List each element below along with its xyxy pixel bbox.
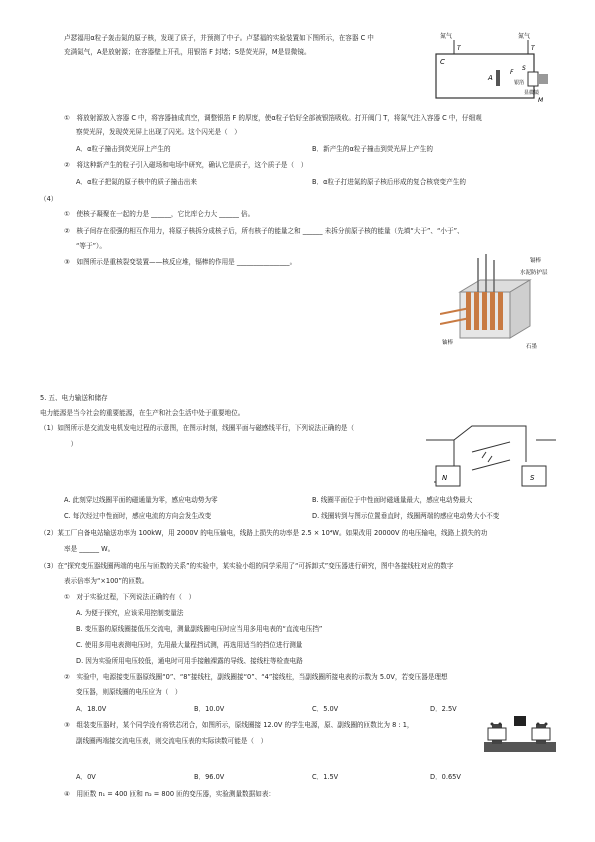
s4-q3: ③ 如图所示是重核裂变装置——核反应堆，镉棒的作用是 ________________。 <box>64 258 297 266</box>
ac-generator-figure <box>426 422 561 494</box>
c2-option-c: C．5.0V <box>312 705 339 713</box>
microscope-m: M <box>538 97 544 104</box>
c3-line-2: 副线圈两端接交流电压表，则交流电压表的实际读数可能是（ ） <box>76 737 268 745</box>
q2-option-a: A．α粒子把氮的原子核中的质子撞击出来 <box>76 178 197 186</box>
c1-option-a: A. 为便于探究，应该采用控制变量法 <box>76 609 184 617</box>
p5-q1-option-c: C. 每次经过中性面时，感应电流的方向会发生改变 <box>64 512 212 520</box>
q1-line-1: ① 将放射源放入容器 C 中，将容器抽成真空，调整银箔 F 的厚度，使α粒子恰好全部被银箔吸收。打开阀门 T，将氮气注入容器 C 中，仔细观 <box>64 114 482 122</box>
rutherford-apparatus-figure <box>430 30 550 105</box>
source-a: A <box>488 74 493 82</box>
cadmium-rod-label: 镉棒 <box>530 258 542 264</box>
c4-stem: ④ 用匝数 n₁ = 400 匝和 n₂ = 800 匝的变压器，实验测量数据如表： <box>64 790 276 798</box>
c2-line-1: ② 实验中，电源接变压器原线圈“0”、“8”接线柱，副线圈接“0”、“4”接线柱，当副线圈所接电表的示数为 5.0V，若变压器是理想 <box>64 673 448 681</box>
nuclear-reactor-figure <box>440 252 560 352</box>
microscope-label: 显微镜 <box>524 90 540 96</box>
s4-q2-line-1: ② 核子间存在很强的相互作用力，将原子核拆分成核子后，所有核子的能量之和 ______ 未拆分前原子核的能量（先填“大于”、“小于”、 <box>64 227 464 235</box>
section-5-intro: 电力能源是当今社会的重要能源，在生产和社会生活中处于重要地位。 <box>40 409 245 417</box>
c3-line-1: ③ 组装变压器时，某个同学没有将铁芯闭合，如图所示，原线圈接 12.0V 的学生电源，原、副线圈的匝数比为 8 : 1， <box>64 721 414 729</box>
p5-q3-line-2: 表示倍率为“×100”的匝数。 <box>64 577 149 585</box>
container-c: C <box>440 58 445 66</box>
c3-option-b: B．96.0V <box>194 773 225 781</box>
c1-option-c: C. 使用多用电表测电压时，先用最大量程挡试测，再选用适当的挡位进行测量 <box>76 641 303 649</box>
p5-q3-line-1: （3）在“探究变压器线圈两端的电压与匝数的关系”的实验中，某实验小组的同学采用了“可拆卸式”变压器进行研究，图中各接线柱对应的数字 <box>40 562 454 570</box>
p5-q1-option-b: B. 线圈平面位于中性面时磁通量最大，感应电动势最大 <box>312 496 473 504</box>
concrete-label: 水泥防护层 <box>520 270 548 276</box>
q2-option-b: B．α粒子打进氮的原子核后形成的复合核衰变产生的 <box>312 178 466 186</box>
c2-option-d: D．2.5V <box>430 705 457 713</box>
intro-line-2: 充满氮气，A是放射源；在容器壁上开孔，用银箔 F 封堵；S是荧光屏，M是显微镜。 <box>64 48 311 56</box>
p5-q1-line-1: （1）如图所示是交流发电机发电过程的示意图，在图示时刻，线圈平面与磁感线平行，下列说法正确的是（ <box>40 424 355 432</box>
q2-stem: ② 将这种新产生的粒子引入磁场和电场中研究，确认它是质子，这个质子是（ ） <box>64 161 308 169</box>
c1-option-b: B. 变压器的原线圈接低压交流电，测量副线圈电压时应当用多用电表的“直流电压挡” <box>76 625 323 633</box>
c3-option-c: C．1.5V <box>312 773 339 781</box>
gas-label-2: 氮气 <box>518 33 531 40</box>
pole-s: S <box>530 474 535 482</box>
graphite-label: 石墨 <box>526 344 538 350</box>
c2-option-a: A．18.0V <box>76 705 107 713</box>
s4-q1: ① 使核子凝聚在一起的力是 ______，它比库仑力大 ______ 倍。 <box>64 210 255 218</box>
p5-q2-line-2: 率是 ______ W。 <box>64 545 115 553</box>
s4-q2-line-2: “等于”）。 <box>76 242 106 250</box>
p5-q1-option-d: D. 线圈转到与图示位置垂直时，线圈两端的感应电动势大小不变 <box>312 512 500 520</box>
section-5-heading: 5. 五、电力输送和储存 <box>40 394 108 402</box>
pole-n: N <box>442 474 448 482</box>
screen-s: S <box>522 65 526 72</box>
foil-label: 银箔 <box>514 80 525 86</box>
uranium-rod-label: 铀棒 <box>442 340 454 346</box>
transformer-figure <box>480 714 560 756</box>
q1-line-2: 察荧光屏，发现荧光屏上出现了闪光。这个闪光是（ ） <box>76 128 241 136</box>
foil-f: F <box>510 69 514 76</box>
c2-option-b: B．10.0V <box>194 705 225 713</box>
c1-option-d: D. 因为实验所用电压较低，通电时可用手接触裸露的导线、接线柱等检查电路 <box>76 657 303 665</box>
c2-line-2: 变压器，则原线圈的电压应为（ ） <box>76 688 182 696</box>
valve-t1: T <box>457 45 461 52</box>
c3-option-a: A．0V <box>76 773 96 781</box>
sub-question-4: （4） <box>40 195 58 203</box>
c3-option-d: D．0.65V <box>430 773 461 781</box>
p5-q1-line-2: ） <box>64 440 78 448</box>
p5-q2-line-1: （2）某工厂自备电站输送功率为 100kW，用 2000V 的电压输电，线路上损失的功率是 2.5 × 10⁴W。如果改用 20000V 的电压输电，线路上损失的功 <box>40 529 488 537</box>
valve-t2: T <box>531 45 535 52</box>
q1-option-a: A．α粒子撞击到荧光屏上产生的 <box>76 145 171 153</box>
p5-q1-option-a: A. 此刻穿过线圈平面的磁通量为零，感应电动势为零 <box>64 496 218 504</box>
intro-line-1: 卢瑟福用α粒子轰击氮的原子核，发现了质子，并预测了中子。卢瑟福的实验装置如下图所示，在容器 C 中 <box>64 34 374 42</box>
q1-option-b: B．新产生的α粒子撞击到荧光屏上产生的 <box>312 145 433 153</box>
gas-label-1: 氮气 <box>440 33 453 40</box>
c1-stem: ① 对于实验过程，下列说法正确的有（ ） <box>64 593 196 601</box>
